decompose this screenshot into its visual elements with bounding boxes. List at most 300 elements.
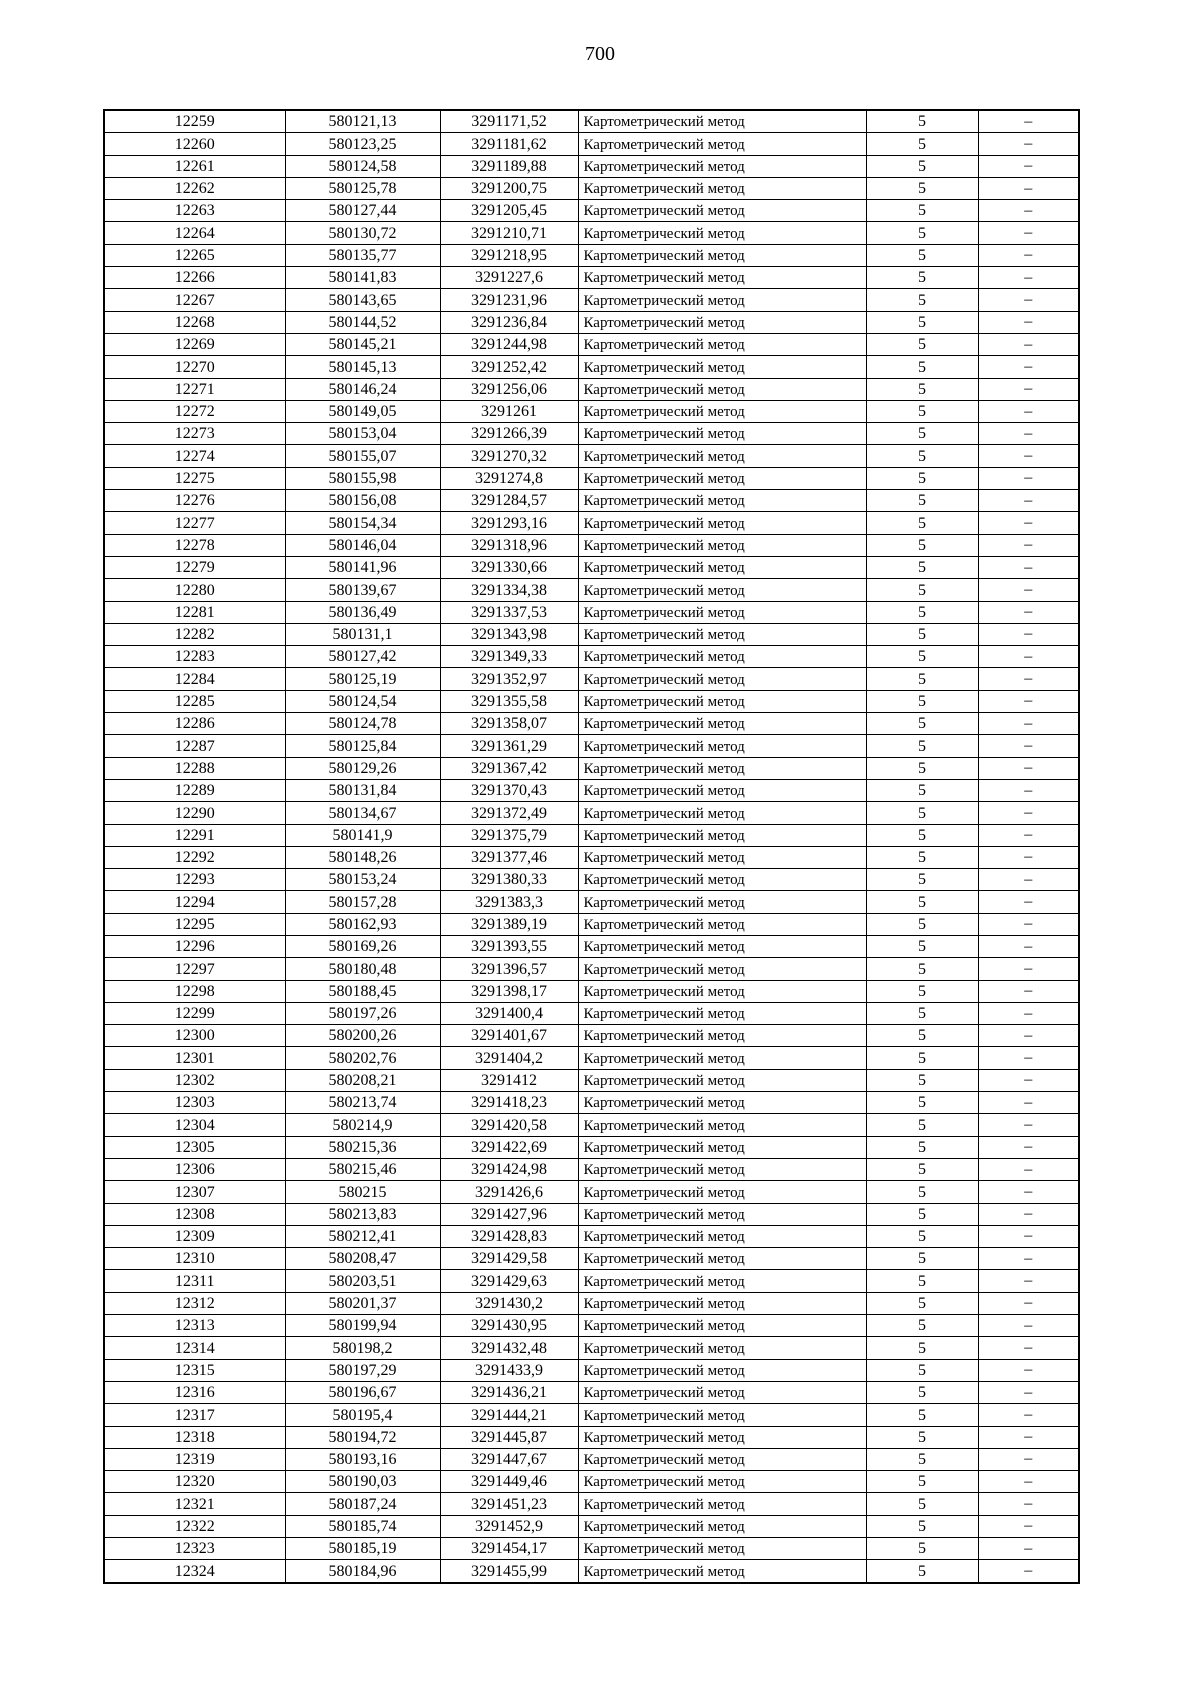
point-number-cell: 12308 <box>104 1203 285 1225</box>
table-row <box>104 1069 1079 1091</box>
table-row <box>104 1203 1079 1225</box>
method-cell: Картометрический метод <box>578 668 866 690</box>
x-coordinate-cell: 580123,25 <box>285 133 440 155</box>
method-cell: Картометрический метод <box>578 333 866 355</box>
accuracy-cell: 5 <box>866 958 978 980</box>
accuracy-cell: 5 <box>866 1092 978 1114</box>
method-cell: Картометрический метод <box>578 1270 866 1292</box>
y-coordinate-cell: 3291377,46 <box>440 846 578 868</box>
accuracy-cell: 5 <box>866 200 978 222</box>
y-coordinate-cell: 3291252,42 <box>440 356 578 378</box>
method-cell: Картометрический метод <box>578 244 866 266</box>
x-coordinate-cell: 580214,9 <box>285 1114 440 1136</box>
note-cell: – <box>978 646 1079 668</box>
y-coordinate-cell: 3291266,39 <box>440 423 578 445</box>
accuracy-cell: 5 <box>866 356 978 378</box>
method-cell: Картометрический метод <box>578 958 866 980</box>
y-coordinate-cell: 3291210,71 <box>440 222 578 244</box>
table-row <box>104 200 1079 222</box>
table-row <box>104 1538 1079 1560</box>
point-number-cell: 12286 <box>104 713 285 735</box>
note-cell: – <box>978 333 1079 355</box>
x-coordinate-cell: 580185,19 <box>285 1538 440 1560</box>
table-row <box>104 779 1079 801</box>
y-coordinate-cell: 3291227,6 <box>440 267 578 289</box>
point-number-cell: 12302 <box>104 1069 285 1091</box>
x-coordinate-cell: 580148,26 <box>285 846 440 868</box>
y-coordinate-cell: 3291261 <box>440 400 578 422</box>
y-coordinate-cell: 3291424,98 <box>440 1158 578 1180</box>
y-coordinate-cell: 3291274,8 <box>440 467 578 489</box>
note-cell: – <box>978 735 1079 757</box>
table-row <box>104 1181 1079 1203</box>
method-cell: Картометрический метод <box>578 200 866 222</box>
page-number: 700 <box>585 43 615 65</box>
method-cell: Картометрический метод <box>578 980 866 1002</box>
coordinates-table-body <box>104 110 1079 1583</box>
y-coordinate-cell: 3291284,57 <box>440 490 578 512</box>
point-number-cell: 12276 <box>104 490 285 512</box>
table-row <box>104 891 1079 913</box>
x-coordinate-cell: 580197,26 <box>285 1002 440 1024</box>
y-coordinate-cell: 3291334,38 <box>440 579 578 601</box>
point-number-cell: 12305 <box>104 1136 285 1158</box>
point-number-cell: 12304 <box>104 1114 285 1136</box>
accuracy-cell: 5 <box>866 891 978 913</box>
point-number-cell: 12272 <box>104 400 285 422</box>
table-row <box>104 1404 1079 1426</box>
point-number-cell: 12294 <box>104 891 285 913</box>
y-coordinate-cell: 3291412 <box>440 1069 578 1091</box>
y-coordinate-cell: 3291426,6 <box>440 1181 578 1203</box>
y-coordinate-cell: 3291444,21 <box>440 1404 578 1426</box>
accuracy-cell: 5 <box>866 779 978 801</box>
table-row <box>104 244 1079 266</box>
method-cell: Картометрический метод <box>578 311 866 333</box>
method-cell: Картометрический метод <box>578 1047 866 1069</box>
x-coordinate-cell: 580127,42 <box>285 646 440 668</box>
accuracy-cell: 5 <box>866 1560 978 1583</box>
method-cell: Картометрический метод <box>578 1225 866 1247</box>
accuracy-cell: 5 <box>866 110 978 133</box>
point-number-cell: 12277 <box>104 512 285 534</box>
note-cell: – <box>978 356 1079 378</box>
note-cell: – <box>978 1471 1079 1493</box>
note-cell: – <box>978 824 1079 846</box>
y-coordinate-cell: 3291236,84 <box>440 311 578 333</box>
method-cell: Картометрический метод <box>578 690 866 712</box>
method-cell: Картометрический метод <box>578 556 866 578</box>
point-number-cell: 12319 <box>104 1448 285 1470</box>
accuracy-cell: 5 <box>866 1381 978 1403</box>
accuracy-cell: 5 <box>866 579 978 601</box>
table-row <box>104 1471 1079 1493</box>
point-number-cell: 12324 <box>104 1560 285 1583</box>
table-row <box>104 110 1079 133</box>
table-row <box>104 1315 1079 1337</box>
table-row <box>104 1025 1079 1047</box>
y-coordinate-cell: 3291231,96 <box>440 289 578 311</box>
y-coordinate-cell: 3291393,55 <box>440 935 578 957</box>
y-coordinate-cell: 3291429,58 <box>440 1248 578 1270</box>
method-cell: Картометрический метод <box>578 601 866 623</box>
method-cell: Картометрический метод <box>578 177 866 199</box>
accuracy-cell: 5 <box>866 133 978 155</box>
point-number-cell: 12278 <box>104 534 285 556</box>
method-cell: Картометрический метод <box>578 713 866 735</box>
accuracy-cell: 5 <box>866 623 978 645</box>
point-number-cell: 12275 <box>104 467 285 489</box>
point-number-cell: 12259 <box>104 110 285 133</box>
point-number-cell: 12300 <box>104 1025 285 1047</box>
note-cell: – <box>978 289 1079 311</box>
method-cell: Картометрический метод <box>578 735 866 757</box>
x-coordinate-cell: 580187,24 <box>285 1493 440 1515</box>
accuracy-cell: 5 <box>866 1426 978 1448</box>
note-cell: – <box>978 467 1079 489</box>
point-number-cell: 12268 <box>104 311 285 333</box>
accuracy-cell: 5 <box>866 735 978 757</box>
method-cell: Картометрический метод <box>578 467 866 489</box>
y-coordinate-cell: 3291181,62 <box>440 133 578 155</box>
x-coordinate-cell: 580198,2 <box>285 1337 440 1359</box>
point-number-cell: 12323 <box>104 1538 285 1560</box>
note-cell: – <box>978 1448 1079 1470</box>
y-coordinate-cell: 3291432,48 <box>440 1337 578 1359</box>
table-row <box>104 1448 1079 1470</box>
x-coordinate-cell: 580153,04 <box>285 423 440 445</box>
table-row <box>104 601 1079 623</box>
note-cell: – <box>978 423 1079 445</box>
note-cell: – <box>978 713 1079 735</box>
table-row <box>104 155 1079 177</box>
point-number-cell: 12293 <box>104 869 285 891</box>
note-cell: – <box>978 802 1079 824</box>
method-cell: Картометрический метод <box>578 1471 866 1493</box>
accuracy-cell: 5 <box>866 869 978 891</box>
method-cell: Картометрический метод <box>578 1158 866 1180</box>
note-cell: – <box>978 378 1079 400</box>
table-row <box>104 333 1079 355</box>
accuracy-cell: 5 <box>866 668 978 690</box>
note-cell: – <box>978 267 1079 289</box>
method-cell: Картометрический метод <box>578 110 866 133</box>
x-coordinate-cell: 580194,72 <box>285 1426 440 1448</box>
method-cell: Картометрический метод <box>578 1248 866 1270</box>
method-cell: Картометрический метод <box>578 1069 866 1091</box>
x-coordinate-cell: 580141,83 <box>285 267 440 289</box>
note-cell: – <box>978 980 1079 1002</box>
table-row <box>104 445 1079 467</box>
y-coordinate-cell: 3291430,95 <box>440 1315 578 1337</box>
y-coordinate-cell: 3291270,32 <box>440 445 578 467</box>
note-cell: – <box>978 311 1079 333</box>
y-coordinate-cell: 3291343,98 <box>440 623 578 645</box>
method-cell: Картометрический метод <box>578 1538 866 1560</box>
accuracy-cell: 5 <box>866 490 978 512</box>
point-number-cell: 12260 <box>104 133 285 155</box>
table-row <box>104 1359 1079 1381</box>
table-row <box>104 824 1079 846</box>
table-row <box>104 1493 1079 1515</box>
x-coordinate-cell: 580146,24 <box>285 378 440 400</box>
method-cell: Картометрический метод <box>578 779 866 801</box>
point-number-cell: 12269 <box>104 333 285 355</box>
y-coordinate-cell: 3291451,23 <box>440 1493 578 1515</box>
point-number-cell: 12288 <box>104 757 285 779</box>
y-coordinate-cell: 3291355,58 <box>440 690 578 712</box>
table-row <box>104 467 1079 489</box>
table-row <box>104 356 1079 378</box>
note-cell: – <box>978 623 1079 645</box>
accuracy-cell: 5 <box>866 1448 978 1470</box>
x-coordinate-cell: 580212,41 <box>285 1225 440 1247</box>
table-row <box>104 713 1079 735</box>
accuracy-cell: 5 <box>866 1493 978 1515</box>
accuracy-cell: 5 <box>866 1069 978 1091</box>
x-coordinate-cell: 580180,48 <box>285 958 440 980</box>
accuracy-cell: 5 <box>866 1203 978 1225</box>
note-cell: – <box>978 1092 1079 1114</box>
x-coordinate-cell: 580199,94 <box>285 1315 440 1337</box>
y-coordinate-cell: 3291401,67 <box>440 1025 578 1047</box>
y-coordinate-cell: 3291404,2 <box>440 1047 578 1069</box>
note-cell: – <box>978 1493 1079 1515</box>
point-number-cell: 12311 <box>104 1270 285 1292</box>
method-cell: Картометрический метод <box>578 1292 866 1314</box>
y-coordinate-cell: 3291218,95 <box>440 244 578 266</box>
y-coordinate-cell: 3291449,46 <box>440 1471 578 1493</box>
method-cell: Картометрический метод <box>578 1136 866 1158</box>
method-cell: Картометрический метод <box>578 935 866 957</box>
method-cell: Картометрический метод <box>578 378 866 400</box>
method-cell: Картометрический метод <box>578 623 866 645</box>
y-coordinate-cell: 3291349,33 <box>440 646 578 668</box>
point-number-cell: 12264 <box>104 222 285 244</box>
accuracy-cell: 5 <box>866 1002 978 1024</box>
point-number-cell: 12321 <box>104 1493 285 1515</box>
accuracy-cell: 5 <box>866 556 978 578</box>
point-number-cell: 12262 <box>104 177 285 199</box>
point-number-cell: 12306 <box>104 1158 285 1180</box>
method-cell: Картометрический метод <box>578 1337 866 1359</box>
point-number-cell: 12265 <box>104 244 285 266</box>
table-row <box>104 1426 1079 1448</box>
note-cell: – <box>978 1292 1079 1314</box>
y-coordinate-cell: 3291361,29 <box>440 735 578 757</box>
note-cell: – <box>978 779 1079 801</box>
method-cell: Картометрический метод <box>578 155 866 177</box>
table-row <box>104 400 1079 422</box>
table-row <box>104 668 1079 690</box>
accuracy-cell: 5 <box>866 1114 978 1136</box>
y-coordinate-cell: 3291358,07 <box>440 713 578 735</box>
point-number-cell: 12291 <box>104 824 285 846</box>
accuracy-cell: 5 <box>866 1025 978 1047</box>
note-cell: – <box>978 690 1079 712</box>
method-cell: Картометрический метод <box>578 913 866 935</box>
method-cell: Картометрический метод <box>578 1381 866 1403</box>
table-row <box>104 378 1079 400</box>
x-coordinate-cell: 580125,19 <box>285 668 440 690</box>
note-cell: – <box>978 400 1079 422</box>
y-coordinate-cell: 3291189,88 <box>440 155 578 177</box>
table-row <box>104 757 1079 779</box>
method-cell: Картометрический метод <box>578 1359 866 1381</box>
y-coordinate-cell: 3291367,42 <box>440 757 578 779</box>
x-coordinate-cell: 580139,67 <box>285 579 440 601</box>
y-coordinate-cell: 3291445,87 <box>440 1426 578 1448</box>
x-coordinate-cell: 580169,26 <box>285 935 440 957</box>
x-coordinate-cell: 580146,04 <box>285 534 440 556</box>
x-coordinate-cell: 580130,72 <box>285 222 440 244</box>
accuracy-cell: 5 <box>866 1315 978 1337</box>
accuracy-cell: 5 <box>866 1248 978 1270</box>
method-cell: Картометрический метод <box>578 1002 866 1024</box>
table-row <box>104 579 1079 601</box>
accuracy-cell: 5 <box>866 177 978 199</box>
table-row <box>104 1515 1079 1537</box>
x-coordinate-cell: 580190,03 <box>285 1471 440 1493</box>
method-cell: Картометрический метод <box>578 846 866 868</box>
accuracy-cell: 5 <box>866 1337 978 1359</box>
method-cell: Картометрический метод <box>578 1203 866 1225</box>
method-cell: Картометрический метод <box>578 356 866 378</box>
note-cell: – <box>978 1225 1079 1247</box>
method-cell: Картометрический метод <box>578 222 866 244</box>
accuracy-cell: 5 <box>866 713 978 735</box>
note-cell: – <box>978 244 1079 266</box>
accuracy-cell: 5 <box>866 1404 978 1426</box>
note-cell: – <box>978 155 1079 177</box>
method-cell: Картометрический метод <box>578 891 866 913</box>
y-coordinate-cell: 3291375,79 <box>440 824 578 846</box>
point-number-cell: 12313 <box>104 1315 285 1337</box>
accuracy-cell: 5 <box>866 244 978 266</box>
x-coordinate-cell: 580155,98 <box>285 467 440 489</box>
note-cell: – <box>978 1181 1079 1203</box>
method-cell: Картометрический метод <box>578 757 866 779</box>
table-row <box>104 1158 1079 1180</box>
table-row <box>104 980 1079 1002</box>
y-coordinate-cell: 3291171,52 <box>440 110 578 133</box>
note-cell: – <box>978 1025 1079 1047</box>
point-number-cell: 12309 <box>104 1225 285 1247</box>
table-row <box>104 935 1079 957</box>
x-coordinate-cell: 580145,13 <box>285 356 440 378</box>
accuracy-cell: 5 <box>866 311 978 333</box>
note-cell: – <box>978 913 1079 935</box>
method-cell: Картометрический метод <box>578 1515 866 1537</box>
x-coordinate-cell: 580121,13 <box>285 110 440 133</box>
table-row <box>104 1248 1079 1270</box>
accuracy-cell: 5 <box>866 646 978 668</box>
note-cell: – <box>978 1002 1079 1024</box>
table-row <box>104 1270 1079 1292</box>
x-coordinate-cell: 580184,96 <box>285 1560 440 1583</box>
accuracy-cell: 5 <box>866 378 978 400</box>
y-coordinate-cell: 3291396,57 <box>440 958 578 980</box>
point-number-cell: 12280 <box>104 579 285 601</box>
x-coordinate-cell: 580185,74 <box>285 1515 440 1537</box>
accuracy-cell: 5 <box>866 1270 978 1292</box>
x-coordinate-cell: 580215,36 <box>285 1136 440 1158</box>
accuracy-cell: 5 <box>866 1136 978 1158</box>
note-cell: – <box>978 512 1079 534</box>
table-row <box>104 311 1079 333</box>
x-coordinate-cell: 580125,78 <box>285 177 440 199</box>
table-row <box>104 490 1079 512</box>
x-coordinate-cell: 580188,45 <box>285 980 440 1002</box>
method-cell: Картометрический метод <box>578 512 866 534</box>
point-number-cell: 12263 <box>104 200 285 222</box>
accuracy-cell: 5 <box>866 1158 978 1180</box>
x-coordinate-cell: 580200,26 <box>285 1025 440 1047</box>
table-row <box>104 846 1079 868</box>
note-cell: – <box>978 1203 1079 1225</box>
table-row <box>104 1292 1079 1314</box>
x-coordinate-cell: 580135,77 <box>285 244 440 266</box>
table-row <box>104 802 1079 824</box>
accuracy-cell: 5 <box>866 512 978 534</box>
x-coordinate-cell: 580154,34 <box>285 512 440 534</box>
point-number-cell: 12320 <box>104 1471 285 1493</box>
table-row <box>104 1381 1079 1403</box>
table-row <box>104 913 1079 935</box>
point-number-cell: 12270 <box>104 356 285 378</box>
x-coordinate-cell: 580215,46 <box>285 1158 440 1180</box>
method-cell: Картометрический метод <box>578 289 866 311</box>
table-row <box>104 869 1079 891</box>
y-coordinate-cell: 3291205,45 <box>440 200 578 222</box>
table-row <box>104 222 1079 244</box>
note-cell: – <box>978 1315 1079 1337</box>
table-row <box>104 1047 1079 1069</box>
x-coordinate-cell: 580156,08 <box>285 490 440 512</box>
note-cell: – <box>978 935 1079 957</box>
note-cell: – <box>978 445 1079 467</box>
point-number-cell: 12297 <box>104 958 285 980</box>
note-cell: – <box>978 1337 1079 1359</box>
note-cell: – <box>978 1515 1079 1537</box>
method-cell: Картометрический метод <box>578 1092 866 1114</box>
method-cell: Картометрический метод <box>578 534 866 556</box>
table-row <box>104 512 1079 534</box>
y-coordinate-cell: 3291429,63 <box>440 1270 578 1292</box>
note-cell: – <box>978 757 1079 779</box>
accuracy-cell: 5 <box>866 1359 978 1381</box>
accuracy-cell: 5 <box>866 467 978 489</box>
x-coordinate-cell: 580131,84 <box>285 779 440 801</box>
y-coordinate-cell: 3291418,23 <box>440 1092 578 1114</box>
y-coordinate-cell: 3291452,9 <box>440 1515 578 1537</box>
note-cell: – <box>978 490 1079 512</box>
y-coordinate-cell: 3291337,53 <box>440 601 578 623</box>
x-coordinate-cell: 580129,26 <box>285 757 440 779</box>
table-row <box>104 556 1079 578</box>
point-number-cell: 12281 <box>104 601 285 623</box>
coordinates-table <box>103 109 1080 1584</box>
point-number-cell: 12317 <box>104 1404 285 1426</box>
table-row <box>104 1225 1079 1247</box>
point-number-cell: 12295 <box>104 913 285 935</box>
accuracy-cell: 5 <box>866 690 978 712</box>
y-coordinate-cell: 3291422,69 <box>440 1136 578 1158</box>
accuracy-cell: 5 <box>866 1538 978 1560</box>
accuracy-cell: 5 <box>866 1515 978 1537</box>
note-cell: – <box>978 1538 1079 1560</box>
note-cell: – <box>978 1359 1079 1381</box>
